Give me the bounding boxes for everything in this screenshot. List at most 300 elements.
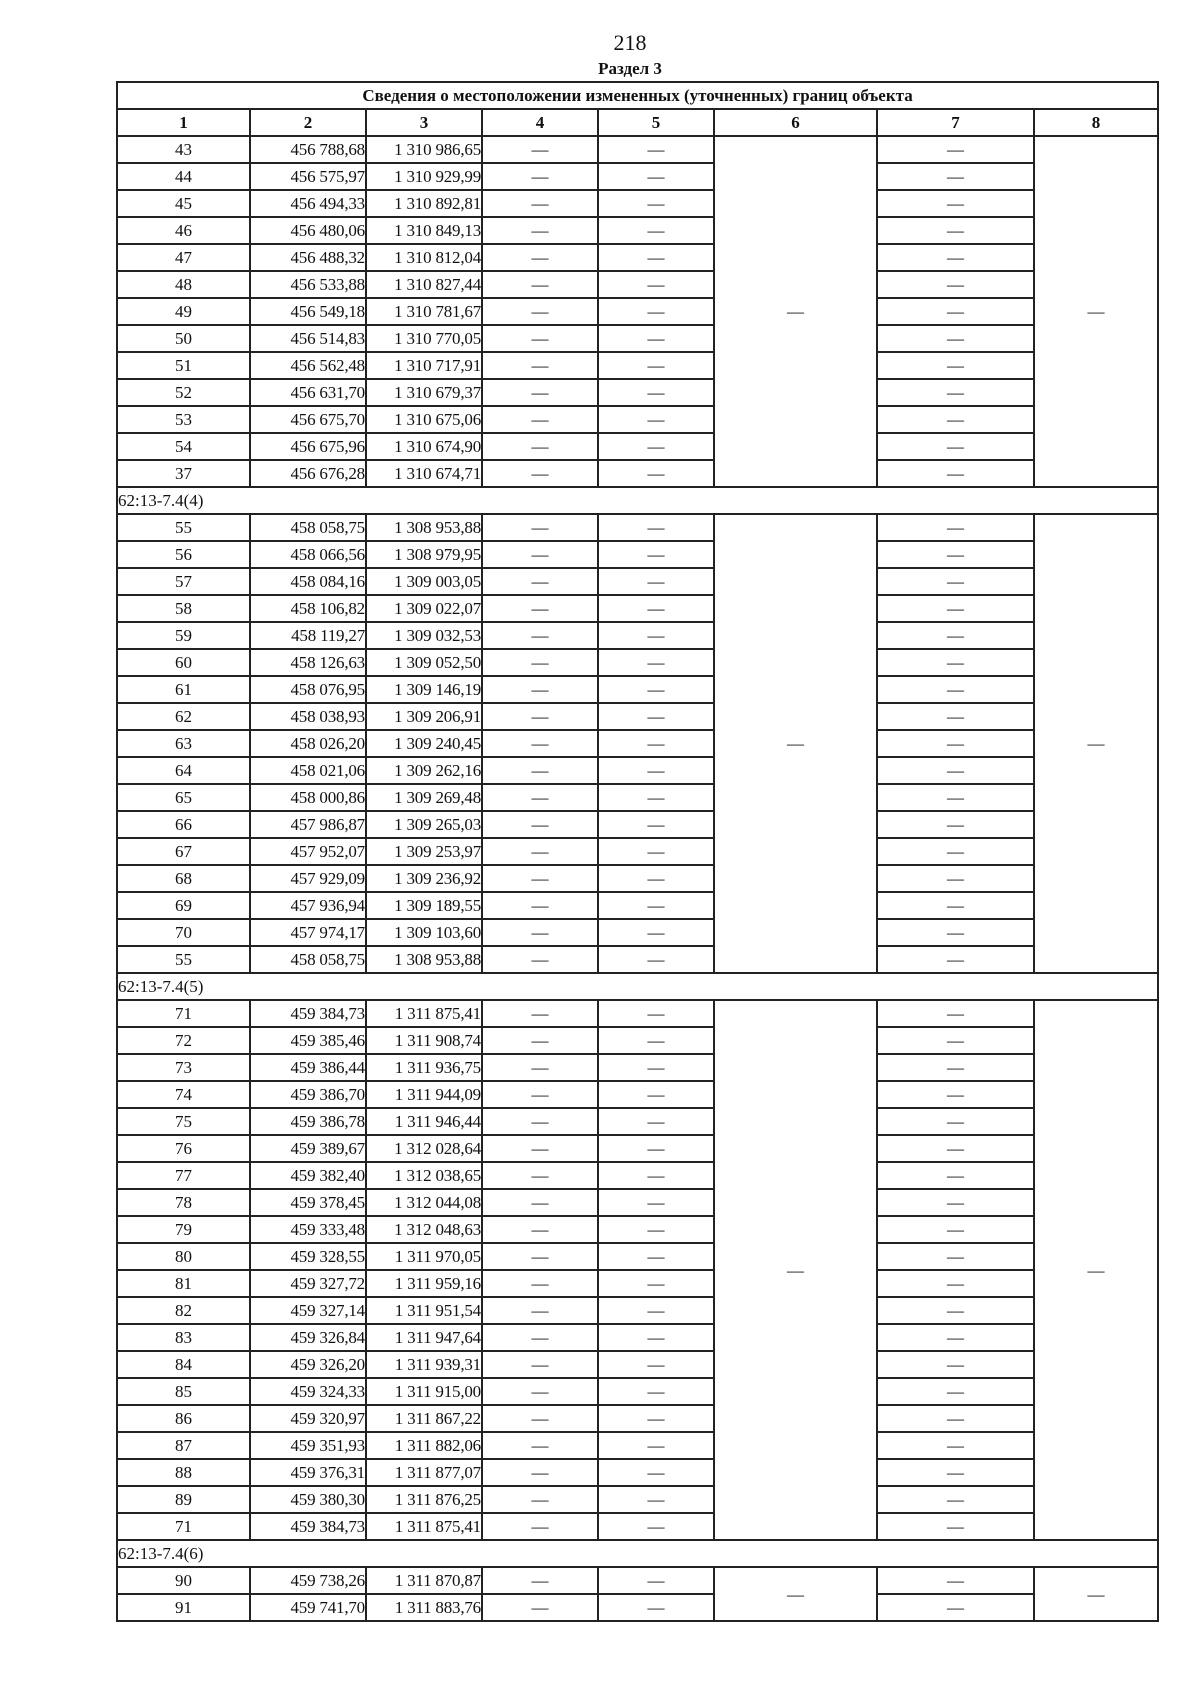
table-row bbox=[117, 1135, 1158, 1162]
column-4-value: — bbox=[482, 244, 598, 271]
column-7-value: — bbox=[877, 622, 1034, 649]
table-row bbox=[117, 1243, 1158, 1270]
column-6-value: — bbox=[714, 136, 877, 487]
coordinate-y: 1 309 240,45 bbox=[366, 730, 482, 757]
column-5-value: — bbox=[598, 1054, 714, 1081]
column-5-value: — bbox=[598, 838, 714, 865]
column-7-value: — bbox=[877, 217, 1034, 244]
coordinate-y: 1 309 189,55 bbox=[366, 892, 482, 919]
coordinate-y: 1 311 946,44 bbox=[366, 1108, 482, 1135]
column-7-value: — bbox=[877, 163, 1034, 190]
column-4-value: — bbox=[482, 865, 598, 892]
column-7-value: — bbox=[877, 1324, 1034, 1351]
coordinate-y: 1 309 265,03 bbox=[366, 811, 482, 838]
column-5-value: — bbox=[598, 1486, 714, 1513]
column-7-value: — bbox=[877, 190, 1034, 217]
table-row bbox=[117, 919, 1158, 946]
coordinate-x: 456 562,48 bbox=[250, 352, 366, 379]
coordinate-x: 459 327,14 bbox=[250, 1297, 366, 1324]
coordinate-x: 458 058,75 bbox=[250, 946, 366, 973]
table-row bbox=[117, 1216, 1158, 1243]
point-number: 70 bbox=[117, 919, 250, 946]
column-4-value: — bbox=[482, 946, 598, 973]
coordinate-y: 1 311 970,05 bbox=[366, 1243, 482, 1270]
coordinate-x: 457 974,17 bbox=[250, 919, 366, 946]
column-number-7: 7 bbox=[877, 109, 1034, 136]
coordinate-x: 456 488,32 bbox=[250, 244, 366, 271]
table-row bbox=[117, 1567, 1158, 1594]
coordinate-x: 458 084,16 bbox=[250, 568, 366, 595]
coordinate-y: 1 312 048,63 bbox=[366, 1216, 482, 1243]
coordinate-y: 1 308 953,88 bbox=[366, 946, 482, 973]
coordinate-y: 1 311 939,31 bbox=[366, 1351, 482, 1378]
column-number-8: 8 bbox=[1034, 109, 1158, 136]
column-4-value: — bbox=[482, 1000, 598, 1027]
column-4-value: — bbox=[482, 1108, 598, 1135]
table-row bbox=[117, 1405, 1158, 1432]
column-4-value: — bbox=[482, 811, 598, 838]
table-row bbox=[117, 460, 1158, 487]
table-row bbox=[117, 190, 1158, 217]
column-4-value: — bbox=[482, 784, 598, 811]
coordinate-x: 458 066,56 bbox=[250, 541, 366, 568]
coordinate-x: 459 384,73 bbox=[250, 1000, 366, 1027]
coordinate-y: 1 309 253,97 bbox=[366, 838, 482, 865]
point-number: 75 bbox=[117, 1108, 250, 1135]
point-number: 55 bbox=[117, 946, 250, 973]
column-5-value: — bbox=[598, 865, 714, 892]
column-5-value: — bbox=[598, 595, 714, 622]
column-5-value: — bbox=[598, 217, 714, 244]
coordinate-y: 1 311 883,76 bbox=[366, 1594, 482, 1621]
column-4-value: — bbox=[482, 325, 598, 352]
column-4-value: — bbox=[482, 1405, 598, 1432]
section-title: Раздел 3 bbox=[598, 59, 662, 78]
column-7-value: — bbox=[877, 1108, 1034, 1135]
column-5-value: — bbox=[598, 1027, 714, 1054]
column-4-value: — bbox=[482, 1162, 598, 1189]
column-4-value: — bbox=[482, 1054, 598, 1081]
coordinate-y: 1 311 875,41 bbox=[366, 1000, 482, 1027]
column-7-value: — bbox=[877, 244, 1034, 271]
column-4-value: — bbox=[482, 136, 598, 163]
point-number: 45 bbox=[117, 190, 250, 217]
column-5-value: — bbox=[598, 919, 714, 946]
column-4-value: — bbox=[482, 676, 598, 703]
point-number: 64 bbox=[117, 757, 250, 784]
column-5-value: — bbox=[598, 1135, 714, 1162]
table-body bbox=[117, 136, 1158, 1621]
column-7-value: — bbox=[877, 298, 1034, 325]
point-number: 88 bbox=[117, 1459, 250, 1486]
column-4-value: — bbox=[482, 1270, 598, 1297]
point-number: 81 bbox=[117, 1270, 250, 1297]
column-4-value: — bbox=[482, 595, 598, 622]
coordinate-y: 1 312 028,64 bbox=[366, 1135, 482, 1162]
column-7-value: — bbox=[877, 460, 1034, 487]
column-4-value: — bbox=[482, 163, 598, 190]
table-row bbox=[117, 1513, 1158, 1540]
coordinate-x: 458 021,06 bbox=[250, 757, 366, 784]
coordinate-x: 457 952,07 bbox=[250, 838, 366, 865]
column-7-value: — bbox=[877, 703, 1034, 730]
coordinate-x: 459 328,55 bbox=[250, 1243, 366, 1270]
column-7-value: — bbox=[877, 1081, 1034, 1108]
coordinates-table bbox=[116, 81, 1159, 1622]
column-7-value: — bbox=[877, 784, 1034, 811]
column-number-3: 3 bbox=[366, 109, 482, 136]
column-7-value: — bbox=[877, 1405, 1034, 1432]
coordinate-y: 1 311 867,22 bbox=[366, 1405, 482, 1432]
column-4-value: — bbox=[482, 217, 598, 244]
column-7-value: — bbox=[877, 892, 1034, 919]
column-4-value: — bbox=[482, 379, 598, 406]
column-7-value: — bbox=[877, 1486, 1034, 1513]
column-7-value: — bbox=[877, 325, 1034, 352]
column-5-value: — bbox=[598, 568, 714, 595]
column-5-value: — bbox=[598, 811, 714, 838]
table-row bbox=[117, 136, 1158, 163]
coordinate-x: 458 106,82 bbox=[250, 595, 366, 622]
coordinate-y: 1 310 781,67 bbox=[366, 298, 482, 325]
column-5-value: — bbox=[598, 1405, 714, 1432]
column-7-value: — bbox=[877, 649, 1034, 676]
coordinate-x: 459 738,26 bbox=[250, 1567, 366, 1594]
table-title: Сведения о местоположении измененных (уточненных) границ объекта bbox=[117, 82, 1158, 109]
table-row bbox=[117, 1297, 1158, 1324]
coordinate-x: 456 533,88 bbox=[250, 271, 366, 298]
column-5-value: — bbox=[598, 514, 714, 541]
column-8-value: — bbox=[1034, 136, 1158, 487]
column-4-value: — bbox=[482, 730, 598, 757]
column-4-value: — bbox=[482, 892, 598, 919]
table-row bbox=[117, 892, 1158, 919]
point-number: 86 bbox=[117, 1405, 250, 1432]
column-7-value: — bbox=[877, 1378, 1034, 1405]
column-7-value: — bbox=[877, 1351, 1034, 1378]
column-4-value: — bbox=[482, 838, 598, 865]
point-number: 82 bbox=[117, 1297, 250, 1324]
coordinate-x: 459 386,78 bbox=[250, 1108, 366, 1135]
table-row bbox=[117, 217, 1158, 244]
coordinate-y: 1 308 953,88 bbox=[366, 514, 482, 541]
coordinate-x: 459 386,44 bbox=[250, 1054, 366, 1081]
point-number: 71 bbox=[117, 1000, 250, 1027]
point-number: 67 bbox=[117, 838, 250, 865]
column-4-value: — bbox=[482, 1432, 598, 1459]
coordinate-x: 458 076,95 bbox=[250, 676, 366, 703]
coordinate-x: 459 351,93 bbox=[250, 1432, 366, 1459]
coordinate-y: 1 310 675,06 bbox=[366, 406, 482, 433]
table-row bbox=[117, 1108, 1158, 1135]
table-row bbox=[117, 1432, 1158, 1459]
column-7-value: — bbox=[877, 541, 1034, 568]
column-5-value: — bbox=[598, 1108, 714, 1135]
column-4-value: — bbox=[482, 1135, 598, 1162]
column-4-value: — bbox=[482, 1243, 598, 1270]
coordinate-y: 1 311 882,06 bbox=[366, 1432, 482, 1459]
column-7-value: — bbox=[877, 136, 1034, 163]
coordinate-y: 1 311 947,64 bbox=[366, 1324, 482, 1351]
coordinate-x: 459 384,73 bbox=[250, 1513, 366, 1540]
column-5-value: — bbox=[598, 379, 714, 406]
coordinate-y: 1 311 959,16 bbox=[366, 1270, 482, 1297]
coordinate-y: 1 309 052,50 bbox=[366, 649, 482, 676]
point-number: 69 bbox=[117, 892, 250, 919]
column-7-value: — bbox=[877, 1594, 1034, 1621]
group-row bbox=[117, 487, 1158, 514]
column-5-value: — bbox=[598, 946, 714, 973]
column-7-value: — bbox=[877, 595, 1034, 622]
table-row bbox=[117, 1486, 1158, 1513]
column-5-value: — bbox=[598, 1432, 714, 1459]
coordinate-x: 458 026,20 bbox=[250, 730, 366, 757]
coordinate-x: 459 741,70 bbox=[250, 1594, 366, 1621]
point-number: 61 bbox=[117, 676, 250, 703]
point-number: 59 bbox=[117, 622, 250, 649]
table-row bbox=[117, 163, 1158, 190]
group-label: 62:13-7.4(4) bbox=[117, 487, 1158, 514]
point-number: 66 bbox=[117, 811, 250, 838]
table-row bbox=[117, 811, 1158, 838]
column-7-value: — bbox=[877, 1243, 1034, 1270]
coordinate-x: 456 676,28 bbox=[250, 460, 366, 487]
column-4-value: — bbox=[482, 568, 598, 595]
column-7-value: — bbox=[877, 1162, 1034, 1189]
column-number-row bbox=[117, 109, 1158, 136]
table-row bbox=[117, 1054, 1158, 1081]
column-5-value: — bbox=[598, 352, 714, 379]
table-row bbox=[117, 271, 1158, 298]
column-5-value: — bbox=[598, 460, 714, 487]
column-7-value: — bbox=[877, 811, 1034, 838]
column-7-value: — bbox=[877, 1432, 1034, 1459]
point-number: 76 bbox=[117, 1135, 250, 1162]
coordinate-x: 458 038,93 bbox=[250, 703, 366, 730]
column-5-value: — bbox=[598, 298, 714, 325]
coordinate-y: 1 309 236,92 bbox=[366, 865, 482, 892]
column-5-value: — bbox=[598, 541, 714, 568]
column-6-value: — bbox=[714, 514, 877, 973]
column-5-value: — bbox=[598, 676, 714, 703]
column-5-value: — bbox=[598, 1189, 714, 1216]
column-5-value: — bbox=[598, 1270, 714, 1297]
table-row bbox=[117, 1081, 1158, 1108]
table-row bbox=[117, 1459, 1158, 1486]
column-4-value: — bbox=[482, 1297, 598, 1324]
column-4-value: — bbox=[482, 919, 598, 946]
column-4-value: — bbox=[482, 514, 598, 541]
column-5-value: — bbox=[598, 1081, 714, 1108]
coordinate-x: 457 936,94 bbox=[250, 892, 366, 919]
column-5-value: — bbox=[598, 271, 714, 298]
point-number: 80 bbox=[117, 1243, 250, 1270]
point-number: 37 bbox=[117, 460, 250, 487]
column-7-value: — bbox=[877, 865, 1034, 892]
column-number-6: 6 bbox=[714, 109, 877, 136]
coordinate-y: 1 311 944,09 bbox=[366, 1081, 482, 1108]
point-number: 71 bbox=[117, 1513, 250, 1540]
column-number-5: 5 bbox=[598, 109, 714, 136]
coordinate-x: 456 514,83 bbox=[250, 325, 366, 352]
coordinate-y: 1 311 951,54 bbox=[366, 1297, 482, 1324]
column-7-value: — bbox=[877, 1459, 1034, 1486]
coordinate-y: 1 310 986,65 bbox=[366, 136, 482, 163]
coordinate-x: 459 333,48 bbox=[250, 1216, 366, 1243]
table-row bbox=[117, 1027, 1158, 1054]
column-4-value: — bbox=[482, 1378, 598, 1405]
point-number: 58 bbox=[117, 595, 250, 622]
table-row bbox=[117, 1351, 1158, 1378]
coordinate-x: 456 788,68 bbox=[250, 136, 366, 163]
coordinate-y: 1 309 032,53 bbox=[366, 622, 482, 649]
column-4-value: — bbox=[482, 1216, 598, 1243]
point-number: 54 bbox=[117, 433, 250, 460]
table-row bbox=[117, 595, 1158, 622]
column-5-value: — bbox=[598, 433, 714, 460]
column-5-value: — bbox=[598, 1297, 714, 1324]
column-5-value: — bbox=[598, 784, 714, 811]
column-5-value: — bbox=[598, 1351, 714, 1378]
column-4-value: — bbox=[482, 1567, 598, 1594]
column-7-value: — bbox=[877, 919, 1034, 946]
column-5-value: — bbox=[598, 1000, 714, 1027]
column-6-value: — bbox=[714, 1000, 877, 1540]
column-4-value: — bbox=[482, 1459, 598, 1486]
point-number: 90 bbox=[117, 1567, 250, 1594]
column-4-value: — bbox=[482, 1027, 598, 1054]
column-5-value: — bbox=[598, 163, 714, 190]
coordinate-y: 1 310 849,13 bbox=[366, 217, 482, 244]
column-5-value: — bbox=[598, 1378, 714, 1405]
column-7-value: — bbox=[877, 757, 1034, 784]
column-7-value: — bbox=[877, 1000, 1034, 1027]
table-row bbox=[117, 1594, 1158, 1621]
coordinate-x: 456 675,70 bbox=[250, 406, 366, 433]
coordinate-y: 1 310 770,05 bbox=[366, 325, 482, 352]
table-row bbox=[117, 568, 1158, 595]
table-row bbox=[117, 946, 1158, 973]
point-number: 52 bbox=[117, 379, 250, 406]
coordinate-y: 1 309 022,07 bbox=[366, 595, 482, 622]
coordinate-x: 459 326,84 bbox=[250, 1324, 366, 1351]
coordinate-x: 456 631,70 bbox=[250, 379, 366, 406]
point-number: 79 bbox=[117, 1216, 250, 1243]
coordinate-x: 457 929,09 bbox=[250, 865, 366, 892]
point-number: 89 bbox=[117, 1486, 250, 1513]
coordinate-y: 1 309 206,91 bbox=[366, 703, 482, 730]
coordinate-y: 1 309 269,48 bbox=[366, 784, 482, 811]
point-number: 85 bbox=[117, 1378, 250, 1405]
coordinate-x: 456 675,96 bbox=[250, 433, 366, 460]
column-6-value: — bbox=[714, 1567, 877, 1621]
column-5-value: — bbox=[598, 757, 714, 784]
coordinate-y: 1 312 044,08 bbox=[366, 1189, 482, 1216]
point-number: 47 bbox=[117, 244, 250, 271]
table-row bbox=[117, 784, 1158, 811]
point-number: 46 bbox=[117, 217, 250, 244]
table-row bbox=[117, 406, 1158, 433]
point-number: 49 bbox=[117, 298, 250, 325]
coordinate-y: 1 310 827,44 bbox=[366, 271, 482, 298]
column-4-value: — bbox=[482, 757, 598, 784]
point-number: 43 bbox=[117, 136, 250, 163]
coordinate-x: 459 385,46 bbox=[250, 1027, 366, 1054]
column-7-value: — bbox=[877, 1189, 1034, 1216]
table-row bbox=[117, 865, 1158, 892]
group-row bbox=[117, 1540, 1158, 1567]
column-7-value: — bbox=[877, 1270, 1034, 1297]
column-4-value: — bbox=[482, 190, 598, 217]
table-row bbox=[117, 352, 1158, 379]
column-7-value: — bbox=[877, 1297, 1034, 1324]
coordinate-y: 1 309 146,19 bbox=[366, 676, 482, 703]
column-5-value: — bbox=[598, 622, 714, 649]
point-number: 68 bbox=[117, 865, 250, 892]
column-5-value: — bbox=[598, 649, 714, 676]
coordinate-x: 459 382,40 bbox=[250, 1162, 366, 1189]
column-5-value: — bbox=[598, 406, 714, 433]
coordinate-y: 1 310 812,04 bbox=[366, 244, 482, 271]
point-number: 51 bbox=[117, 352, 250, 379]
column-7-value: — bbox=[877, 1135, 1034, 1162]
coordinate-y: 1 310 674,71 bbox=[366, 460, 482, 487]
table-row bbox=[117, 1162, 1158, 1189]
column-5-value: — bbox=[598, 1216, 714, 1243]
table-row bbox=[117, 676, 1158, 703]
point-number: 78 bbox=[117, 1189, 250, 1216]
column-7-value: — bbox=[877, 676, 1034, 703]
point-number: 48 bbox=[117, 271, 250, 298]
table-row bbox=[117, 244, 1158, 271]
table-row bbox=[117, 1270, 1158, 1297]
coordinate-y: 1 311 877,07 bbox=[366, 1459, 482, 1486]
point-number: 65 bbox=[117, 784, 250, 811]
table-row bbox=[117, 703, 1158, 730]
column-5-value: — bbox=[598, 1567, 714, 1594]
table-row bbox=[117, 1324, 1158, 1351]
column-5-value: — bbox=[598, 190, 714, 217]
coordinate-x: 459 386,70 bbox=[250, 1081, 366, 1108]
coordinate-y: 1 308 979,95 bbox=[366, 541, 482, 568]
coordinate-x: 456 575,97 bbox=[250, 163, 366, 190]
point-number: 53 bbox=[117, 406, 250, 433]
column-8-value: — bbox=[1034, 514, 1158, 973]
table-row bbox=[117, 649, 1158, 676]
coordinate-x: 456 494,33 bbox=[250, 190, 366, 217]
table-row bbox=[117, 1189, 1158, 1216]
column-5-value: — bbox=[598, 1459, 714, 1486]
column-5-value: — bbox=[598, 730, 714, 757]
column-4-value: — bbox=[482, 1594, 598, 1621]
table-row bbox=[117, 514, 1158, 541]
coordinate-x: 459 389,67 bbox=[250, 1135, 366, 1162]
column-7-value: — bbox=[877, 838, 1034, 865]
coordinate-y: 1 312 038,65 bbox=[366, 1162, 482, 1189]
column-4-value: — bbox=[482, 1189, 598, 1216]
point-number: 56 bbox=[117, 541, 250, 568]
coordinate-x: 456 549,18 bbox=[250, 298, 366, 325]
column-7-value: — bbox=[877, 379, 1034, 406]
column-4-value: — bbox=[482, 622, 598, 649]
point-number: 91 bbox=[117, 1594, 250, 1621]
column-7-value: — bbox=[877, 1567, 1034, 1594]
column-4-value: — bbox=[482, 541, 598, 568]
point-number: 50 bbox=[117, 325, 250, 352]
column-7-value: — bbox=[877, 433, 1034, 460]
coordinate-x: 458 126,63 bbox=[250, 649, 366, 676]
column-4-value: — bbox=[482, 460, 598, 487]
